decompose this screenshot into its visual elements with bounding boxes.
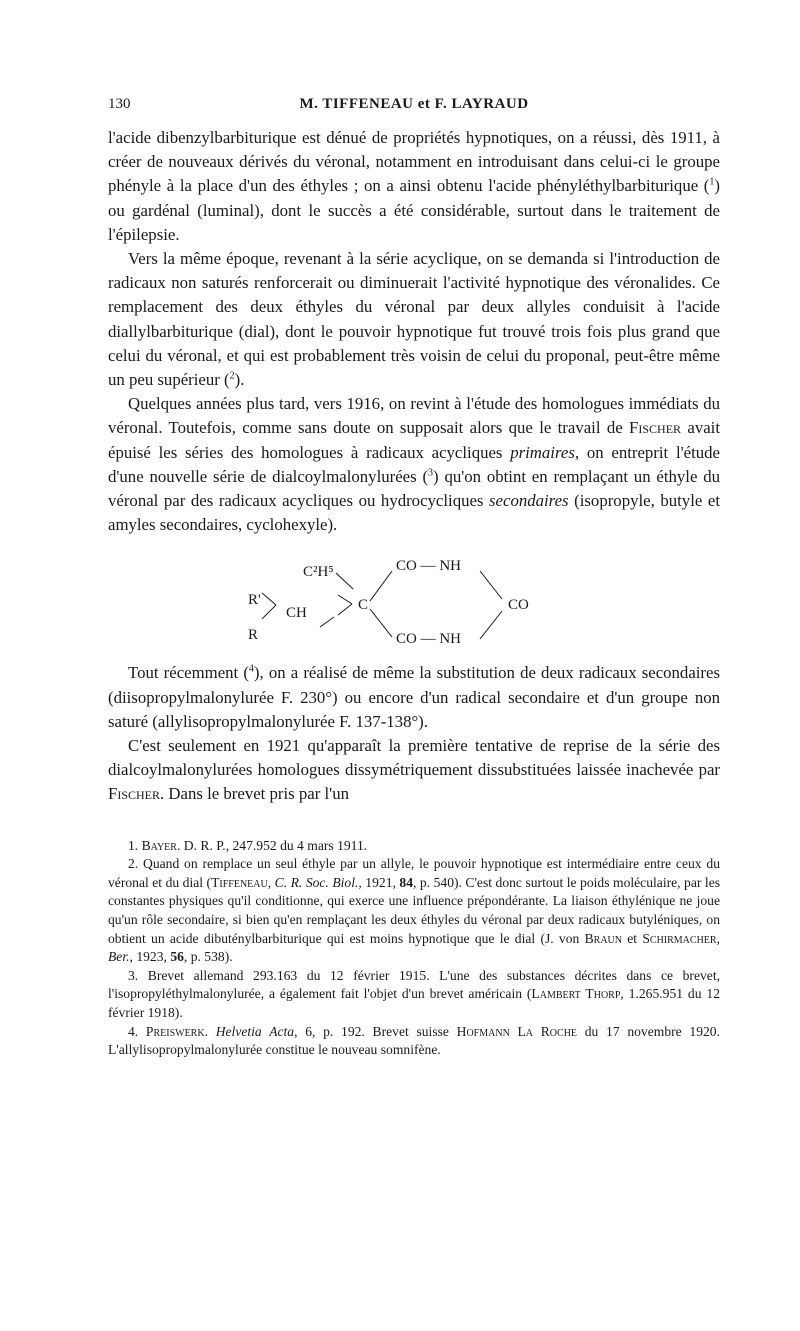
paragraph-1-text-b: ) ou gardénal (luminal), dont le succès a été considérable, surtout dans le traitement de l'épilepsie. (108, 176, 720, 244)
formula-r: R (248, 627, 259, 644)
author-name-fischer: Fischer (108, 784, 161, 804)
paragraph-2-text-a: Vers la même époque, revenant à la série acyclique, on se demanda si l'introduction de radicaux non saturés renforcerait ou diminuerait l'activité hypnotique des véronalides. Ce remplacement des deux éthyles du véronal par deux allyles conduisit à l'acide diallylbarbiturique (dial), dont le pouvoir hypnotique fut trouvé trois fois plus grand que celui du véronal, et qui est probablement très voisin de celui du proponal, peut-être même un peu supérieur ( (108, 249, 720, 390)
paragraph-3 (108, 392, 720, 537)
footnote-3 (108, 967, 720, 1023)
footnote-journal: Ber. (108, 949, 130, 965)
footnote-author: Tiffeneau (211, 874, 268, 890)
bond-line (320, 617, 334, 627)
footnote-ref-2: 2 (229, 370, 235, 382)
footnote-number: 1. (128, 837, 142, 853)
bond-line (338, 604, 352, 615)
footnote-author: Bayer (141, 837, 177, 853)
paragraph-3-text-b: avait épuisé les séries des homologues à radicaux acycliques (108, 418, 720, 462)
body-text-continued (108, 661, 720, 806)
paragraph-3-text-a: Quelques années plus tard, vers 1916, on revint à l'étude des homologues immédiats du véronal. Toutefois, comme sans doute on supposait alors que le travail de (108, 394, 720, 438)
footnote-text: , 1923, (129, 949, 171, 965)
author-name-fischer: Fischer (629, 418, 682, 438)
footnote-4 (108, 1023, 720, 1060)
footnote-text: , p. 540). C'est donc surtout le poids moléculaire, par les constantes physiques qu'il conditionne, qui exerce une influence prépondérante. La liaison éthylénique ne joue qu'un rôle secondaire, si bien qu'en remplaçant les deux éthyles du véronal par deux radicaux butyléniques, on obtient un acide dibuténylbarbiturique qui est moins hypnotique que le dial (J. von (108, 874, 721, 946)
footnote-text: , 1.265.951 du 12 février 1918). (108, 986, 720, 1021)
footnote-volume: 56 (170, 949, 184, 965)
paragraph-2 (108, 247, 720, 392)
footnote-volume: 84 (399, 874, 413, 890)
footnote-author: Schirmacher (642, 930, 717, 946)
formula-co-nh-bottom: CO — NH (396, 631, 462, 648)
bond-line (370, 609, 392, 637)
footnotes (108, 837, 720, 1060)
formula-c2h5: C²H⁵ (303, 564, 334, 581)
bond-line (262, 593, 276, 605)
page-number: 130 (108, 96, 131, 112)
footnote-ref-4: 4 (248, 663, 254, 675)
bond-line (336, 573, 353, 589)
italic-secondaires: secondaires (489, 491, 569, 511)
footnote-text: , (716, 930, 720, 946)
footnote-2 (108, 855, 720, 967)
chemical-formula (108, 543, 720, 655)
footnote-number: 2. (128, 856, 143, 872)
body-text (108, 126, 720, 537)
paragraph-4 (108, 661, 720, 734)
formula-r-prime: R' (248, 592, 261, 609)
bond-line (338, 595, 352, 604)
paragraph-1 (108, 126, 720, 247)
footnote-ref-1: 1 (709, 176, 715, 188)
formula-co-nh-top: CO — NH (396, 558, 462, 575)
footnote-text: Brevet allemand 293.163 du 12 février 1915. L'une des substances décrites dans ce brevet, l'isopropyléthylmalonylurée, a également fait l'objet d'un brevet américain ( (108, 967, 721, 1002)
page-header (108, 96, 720, 120)
paragraph-3-text-c: , on entreprit l'étude d'une nouvelle série de dialcoylmalonylurées ( (108, 442, 720, 486)
footnote-text: . (204, 1023, 216, 1039)
bond-line (370, 571, 392, 601)
page (108, 96, 720, 1060)
paragraph-5-text-b: . Dans le brevet pris par l'un (160, 784, 349, 804)
paragraph-4-text-a: Tout récemment ( (128, 663, 249, 683)
footnote-text: du 17 novembre 1920. L'allylisopropylmalonylurée constitue le nouveau somnifène. (108, 1023, 720, 1058)
bond-line (480, 611, 502, 639)
formula-c: C (358, 597, 369, 614)
footnote-text: , 1921, (358, 874, 400, 890)
paragraph-5-text-a: C'est seulement en 1921 qu'apparaît la première tentative de reprise de la série des dialcoylmalonylurées homologues dissymétriquement dissubstituées laissée inachevée par (108, 736, 720, 780)
paragraph-1-text-a: l'acide dibenzylbarbiturique est dénué de propriétés hypnotiques, on a réussi, dès 1911, à créer de nouveaux dérivés du véronal, notamment en introduisant dans celui-ci le groupe phényle à la place d'un des éthyles ; on a ainsi obtenu l'acide phényléthylbarbiturique ( (108, 128, 720, 196)
paragraph-2-text-b: ). (234, 370, 245, 390)
footnote-1 (108, 837, 720, 856)
footnote-text: , (267, 874, 275, 890)
footnote-text: et (621, 930, 643, 946)
footnote-ref-3: 3 (428, 467, 434, 479)
italic-primaires: primaires (510, 442, 575, 462)
footnote-text: Quand on remplace un seul éthyle par un allyle, le pouvoir hypnotique est intermédiaire entre ceux du véronal et du dial ( (108, 856, 720, 890)
formula-co-right: CO (508, 597, 529, 614)
footnote-author: Braun (584, 930, 622, 946)
paragraph-4-text-b: ), on a réalisé de même la substitution de deux radicaux secondaires (diisopropylmalonylurée F. 230°) ou encore d'un radical secondaire et d'un groupe non saturé (allylisopropylmalonylurée F. 137-138°). (108, 663, 720, 731)
footnote-text: . D. R. P., 247.952 du 4 mars 1911. (176, 837, 368, 853)
footnote-author: Preiswerk (145, 1023, 205, 1039)
paragraph-3-text-d: ) qu'on obtint en remplaçant un éthyle du véronal par des radicaux acycliques ou hydrocycliques (108, 466, 720, 511)
footnote-text: , p. 538). (183, 949, 233, 965)
footnote-number: 3. (128, 967, 148, 983)
bond-line (480, 571, 502, 599)
footnote-journal: C. R. Soc. Biol. (274, 874, 359, 890)
paragraph-3-text-e: (isopropyle, butyle et amyles secondaires, cyclohexyle). (108, 491, 720, 535)
footnote-author: Lambert Thorp (531, 986, 621, 1002)
footnote-journal: Helvetia Acta (215, 1023, 295, 1039)
formula-ch: CH (286, 605, 307, 622)
footnote-text: , 6, p. 192. Brevet suisse (294, 1023, 457, 1039)
running-title: M. TIFFENEAU et F. LAYRAUD (299, 96, 529, 112)
formula-diagram (108, 543, 720, 655)
paragraph-5 (108, 734, 720, 807)
footnote-number: 4. (128, 1023, 146, 1039)
footnote-author: Hofmann La Roche (456, 1023, 578, 1039)
bond-line (262, 605, 276, 619)
